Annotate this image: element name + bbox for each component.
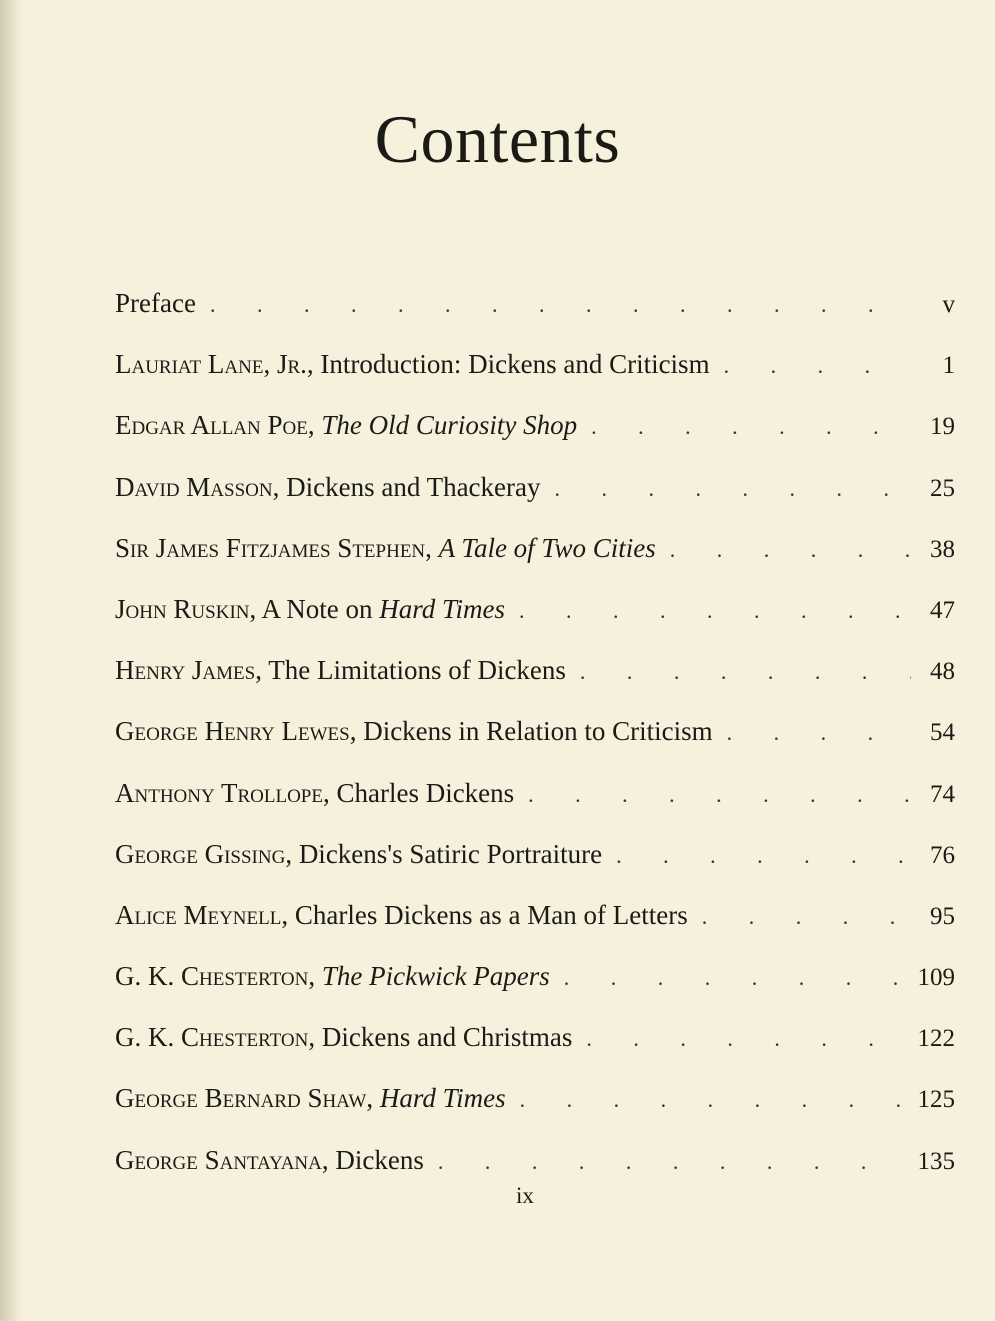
entry-page-number: 19 [930, 413, 955, 441]
entry-work-prefix: A Note on [261, 593, 380, 624]
entry-author: George Bernard Shaw [115, 1083, 367, 1114]
toc-entry [115, 288, 955, 349]
entry-author: Anthony Trollope [115, 777, 323, 808]
entry-page-number: 47 [930, 596, 955, 624]
dot-leader [586, 1026, 907, 1052]
entry-title [115, 778, 514, 809]
entry-page-number: v [942, 291, 955, 318]
entry-author: George Santayana [115, 1144, 322, 1175]
entry-title [115, 472, 541, 503]
entry-author: Alice Meynell [115, 899, 282, 930]
page-folio: ix [516, 1183, 534, 1208]
entry-author: Sir James Fitzjames Stephen [115, 532, 426, 563]
entry-page-number: 122 [917, 1025, 955, 1053]
entry-separator: , [321, 1144, 336, 1175]
entry-separator: , [306, 349, 321, 380]
entry-work: Hard Times [379, 593, 506, 624]
entry-page-number: 95 [930, 902, 955, 930]
entry-author: Lauriat Lane, Jr. [115, 349, 307, 380]
toc-entry [115, 1022, 955, 1083]
entry-work: Dickens [335, 1144, 424, 1175]
dot-leader [555, 476, 912, 502]
entry-work: Charles Dickens [336, 777, 515, 808]
entry-title [115, 839, 602, 870]
dot-leader [724, 353, 911, 379]
toc-entry [115, 716, 955, 777]
entry-page-number: 1 [942, 352, 955, 380]
dot-leader [702, 904, 911, 930]
dot-leader [564, 965, 908, 991]
dot-leader [519, 598, 911, 624]
entry-title [115, 1083, 506, 1114]
entry-title [115, 655, 566, 686]
entry-title [115, 1022, 572, 1053]
entry-work: The Old Curiosity Shop [321, 410, 578, 441]
entry-author: John Ruskin [115, 593, 250, 624]
entry-work: The Limitations of Dickens [268, 655, 566, 686]
entry-title [115, 961, 550, 992]
entry-separator: , [308, 961, 322, 992]
toc-entry [115, 594, 955, 655]
table-of-contents [115, 288, 955, 1206]
entry-author: G. K. Chesterton [115, 1022, 309, 1053]
entry-page-number: 76 [930, 841, 955, 869]
entry-title [115, 410, 577, 441]
entry-author: George Henry Lewes [115, 716, 350, 747]
entry-page-number: 48 [930, 658, 955, 686]
entry-page-number: 74 [930, 780, 955, 808]
dot-leader [616, 843, 911, 869]
entry-separator: , [281, 899, 295, 930]
entry-title [115, 594, 505, 625]
entry-work: Preface [115, 288, 196, 318]
entry-work: Introduction: Dickens and Criticism [320, 349, 710, 380]
entry-separator: , [272, 471, 287, 502]
entry-work: Dickens and Christmas [321, 1022, 573, 1053]
entry-work: Dickens and Thackeray [286, 471, 541, 502]
dot-leader [528, 782, 911, 808]
entry-page-number: 25 [930, 474, 955, 502]
entry-separator: , [425, 532, 439, 563]
entry-author: George Gissing [115, 838, 286, 869]
entry-title [115, 1145, 424, 1176]
toc-entry [115, 900, 955, 961]
entry-work: Hard Times [379, 1083, 506, 1114]
entry-author: Henry James [115, 655, 256, 686]
page-title: Contents [374, 101, 621, 177]
entry-page-number: 38 [930, 535, 955, 563]
entry-author: David Masson [115, 471, 273, 502]
entry-separator: , [249, 593, 262, 624]
toc-entry [115, 472, 955, 533]
toc-entry [115, 839, 955, 900]
entry-separator: , [322, 777, 337, 808]
entry-separator: , [307, 410, 322, 441]
entry-work: A Tale of Two Cities [438, 532, 656, 563]
entry-separator: , [308, 1022, 322, 1053]
dot-leader [438, 1149, 908, 1175]
entry-separator: , [255, 655, 269, 686]
entry-author: G. K. Chesterton [115, 961, 309, 992]
toc-entry [115, 655, 955, 716]
entry-title [115, 533, 656, 564]
entry-separator: , [349, 716, 364, 747]
entry-work: Dickens in Relation to Criticism [363, 716, 713, 747]
entry-separator: , [366, 1083, 380, 1114]
dot-leader [520, 1087, 908, 1113]
entry-separator: , [285, 838, 299, 869]
entry-title [115, 900, 688, 931]
entry-work: Charles Dickens as a Man of Letters [294, 899, 688, 930]
entry-title [115, 716, 713, 747]
entry-work: Dickens's Satiric Portraiture [298, 838, 603, 869]
toc-entry [115, 778, 955, 839]
dot-leader [727, 720, 911, 746]
entry-page-number: 135 [917, 1147, 955, 1175]
entry-title [115, 288, 196, 319]
entry-page-number: 109 [917, 964, 955, 992]
toc-entry [115, 961, 955, 1022]
entry-page-number: 125 [917, 1086, 955, 1114]
dot-leader [670, 537, 911, 563]
toc-entry [115, 349, 955, 410]
dot-leader [580, 659, 911, 685]
toc-entry [115, 410, 955, 471]
toc-entry [115, 533, 955, 594]
entry-title [115, 349, 710, 380]
toc-entry [115, 1083, 955, 1144]
dot-leader [210, 292, 911, 318]
entry-page-number: 54 [930, 719, 955, 747]
entry-author: Edgar Allan Poe [115, 410, 308, 441]
entry-work: The Pickwick Papers [321, 961, 550, 992]
dot-leader [591, 414, 911, 440]
